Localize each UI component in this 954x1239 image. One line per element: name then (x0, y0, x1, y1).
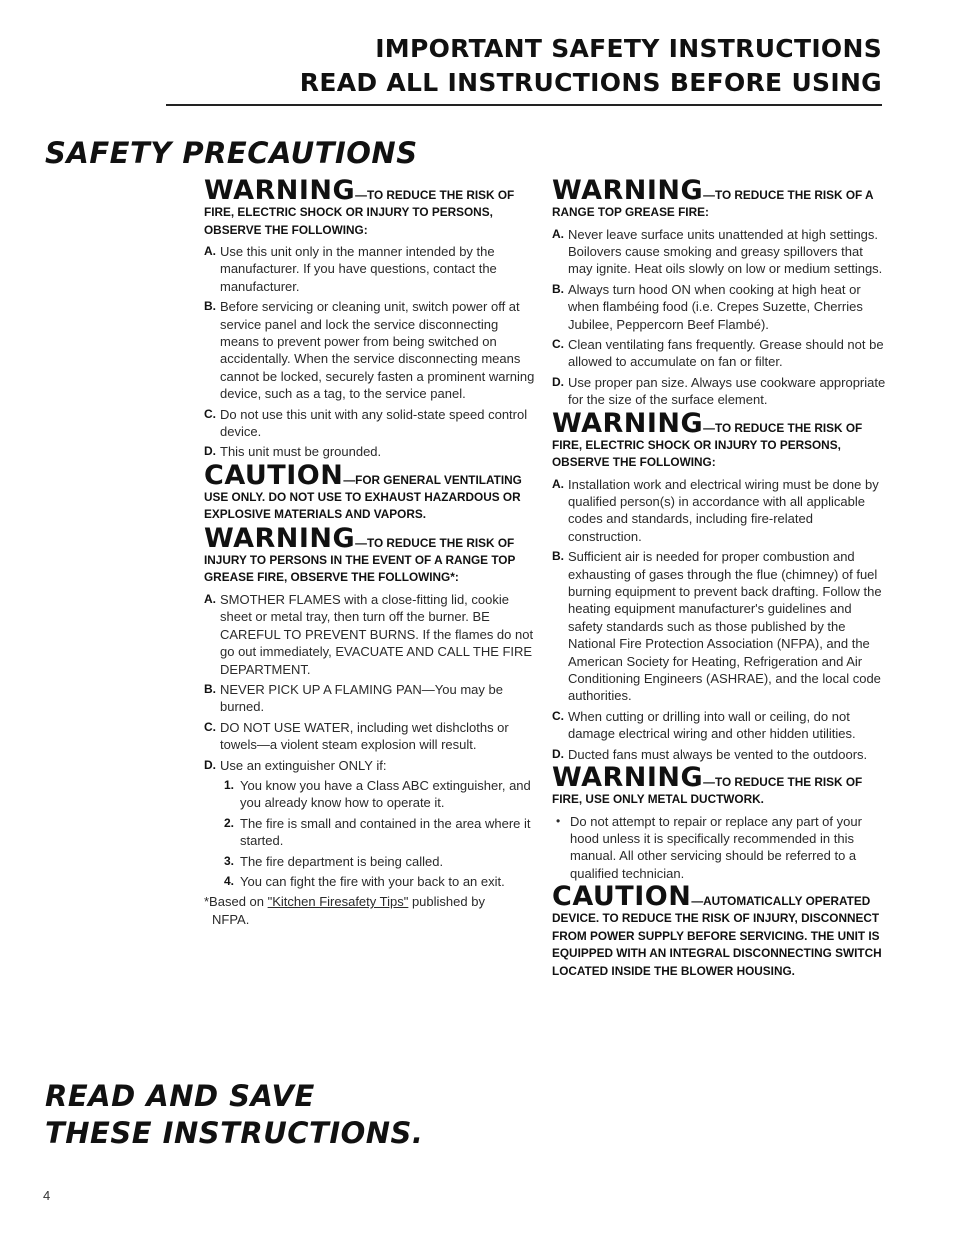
footer-title-line-2: THESE INSTRUCTIONS. (45, 1116, 424, 1150)
warning-subheading: FIRE, ELECTRIC SHOCK OR INJURY TO PERSONS, OBSERVE THE FOLLOWING: (552, 437, 841, 470)
caution-block-ventilating (204, 459, 538, 524)
warning-heading (204, 175, 538, 206)
page-number: 4 (43, 1188, 51, 1203)
warning-subheading: FIRE, USE ONLY METAL DUCTWORK. (552, 792, 764, 807)
warning-heading (552, 762, 886, 794)
list-item: D. This unit must be grounded. (204, 444, 382, 460)
warning-keyword: WARNING (552, 407, 704, 439)
footnote-reference: "Kitchen Firesafety Tips" (267, 894, 409, 910)
warning-keyword: WARNING (552, 762, 704, 794)
left-column (204, 175, 538, 932)
list-item: A. Never leave surface units unattended at high settings. Boilovers cause smoking and greasy spillovers that may ignite. Heat oils slowly on low or medium settings. (552, 226, 883, 277)
warning-keyword: WARNING (204, 522, 356, 554)
warning-block-range-top-grease (552, 175, 886, 409)
sub-list-item: 1. You know you have a Class ABC extinguisher, and you already know how to operate it. (224, 777, 531, 811)
list-item: A. Use this unit only in the manner intended by the manufacturer. If you have questions, contact the manufacturer. (204, 244, 497, 294)
footer-title-line-1: READ AND SAVE (45, 1079, 315, 1113)
list-item: B. Sufficient air is needed for proper combustion and exhausting of gases through the flue (chimney) of fuel burning equipment to prevent back drafting. Follow the heating equipment manufacturer's guidelines and safety standards such as those published by the National Fire Protection Association (NFPA), and the American Society for Heating, Refrigeration and Air Conditioning Engineers (ASHRAE), and the local code authorities. (552, 549, 882, 704)
list-item: C. Do not use this unit with any solid-state speed control device. (204, 406, 528, 440)
warning-keyword: WARNING (204, 175, 356, 206)
header-divider (166, 104, 882, 106)
caution-subheading: USE ONLY. DO NOT USE TO EXHAUST HAZARDOUS OR EXPLOSIVE MATERIALS AND VAPORS. (204, 489, 521, 522)
warning-subheading: FIRE, ELECTRIC SHOCK OR INJURY TO PERSONS, OBSERVE THE FOLLOWING: (204, 205, 493, 237)
warning-block-installation (552, 407, 886, 764)
caution-subheading: DEVICE. TO REDUCE THE RISK OF INJURY, DISCONNECT FROM POWER SUPPLY BEFORE SERVICING. THE UNIT IS EQUIPPED WITH AN INTEGRAL DISCONNECTING SWITCH LOCATED INSIDE THE BLOWER HOUSING. (552, 911, 882, 978)
bullet-item: • Do not attempt to repair or replace any part of your hood unless it is specifically recommended in this manual. All other servicing should be referred to a qualified technician. (556, 813, 862, 881)
warning-heading-rest: —TO REDUCE THE RISK OF (355, 188, 515, 202)
list-item: B. Always turn hood ON when cooking at high heat or when flambéing food (i.e. Crepes Suzette, Cherries Jubilee, Peppercorn Beef Flambé). (552, 281, 863, 332)
sub-list-item: 2. The fire is small and contained in the area where it started. (224, 815, 531, 849)
warning-block-fire-shock (204, 175, 538, 461)
warning-keyword: WARNING (552, 175, 704, 206)
list-item: B. Before servicing or cleaning unit, switch power off at service panel and lock the service disconnecting means to prevent power from being switched on accidentally. When the service disconnecting means cannot be locked, securely fasten a prominent warning device, such as a tag, to the service panel. (204, 299, 535, 402)
warning-heading-rest: —TO REDUCE THE RISK OF (703, 420, 863, 435)
read-and-save-title (45, 1078, 423, 1152)
warning-heading (552, 407, 886, 439)
list-item: C. When cutting or drilling into wall or ceiling, do not damage electrical wiring and other hidden utilities. (552, 708, 856, 742)
bullet-icon: • (556, 813, 561, 828)
warning-heading-rest: —TO REDUCE THE RISK OF A (703, 188, 874, 202)
list-item: D. Ducted fans must always be vented to the outdoors. (552, 746, 868, 762)
list-item: D. Use an extinguisher ONLY if: (204, 757, 387, 773)
caution-heading (204, 459, 538, 491)
list-item: C. DO NOT USE WATER, including wet dishcloths or towels—a violent steam explosion will result. (204, 719, 509, 753)
warning-subheading: RANGE TOP GREASE FIRE: (552, 205, 709, 219)
warning-subheading: INJURY TO PERSONS IN THE EVENT OF A RANGE TOP GREASE FIRE, OBSERVE THE FOLLOWING*: (204, 552, 516, 585)
caution-block-automatic (552, 881, 886, 980)
warning-heading (552, 175, 886, 206)
list-item: A. SMOTHER FLAMES with a close-fitting lid, cookie sheet or metal tray, then turn off the burner. BE CAREFUL TO PREVENT BURNS. If the flames do not go out immediately, EVACUATE AND CALL THE FIRE DEPARTMENT. (204, 591, 534, 677)
header-line-2: READ ALL INSTRUCTIONS BEFORE USING (299, 68, 882, 97)
warning-heading (204, 522, 538, 554)
warning-block-ductwork (552, 762, 886, 882)
list-item: C. Clean ventilating fans frequently. Grease should not be allowed to accumulate on fan or filter. (552, 336, 884, 370)
caution-keyword: CAUTION (552, 881, 692, 913)
list-item: D. Use proper pan size. Always use cookware appropriate for the size of the surface element. (552, 374, 886, 408)
warning-heading-rest: —TO REDUCE THE RISK OF (355, 535, 515, 550)
caution-keyword: CAUTION (204, 459, 344, 491)
sub-list-item: 4. You can fight the fire with your back to an exit. (224, 873, 505, 889)
caution-heading-rest: —FOR GENERAL VENTILATING (343, 472, 522, 487)
warning-heading-rest: —TO REDUCE THE RISK OF (703, 775, 863, 790)
header-line-1: IMPORTANT SAFETY INSTRUCTIONS (375, 34, 882, 63)
right-column (552, 175, 886, 984)
caution-heading (552, 881, 886, 913)
warning-block-grease-fire (204, 522, 538, 928)
caution-heading-rest: —AUTOMATICALLY OPERATED (691, 894, 871, 909)
section-title: SAFETY PRECAUTIONS (45, 136, 418, 170)
footnote: *Based on "Kitchen Firesafety Tips" published by NFPA. (204, 894, 485, 927)
sub-list-item: 3. The fire department is being called. (224, 853, 444, 869)
list-item: B. NEVER PICK UP A FLAMING PAN—You may be burned. (204, 681, 503, 715)
list-item: A. Installation work and electrical wiring must be done by qualified person(s) in accordance with all applicable codes and standards, including fire-related construction. (552, 476, 879, 544)
page-header (160, 32, 882, 100)
